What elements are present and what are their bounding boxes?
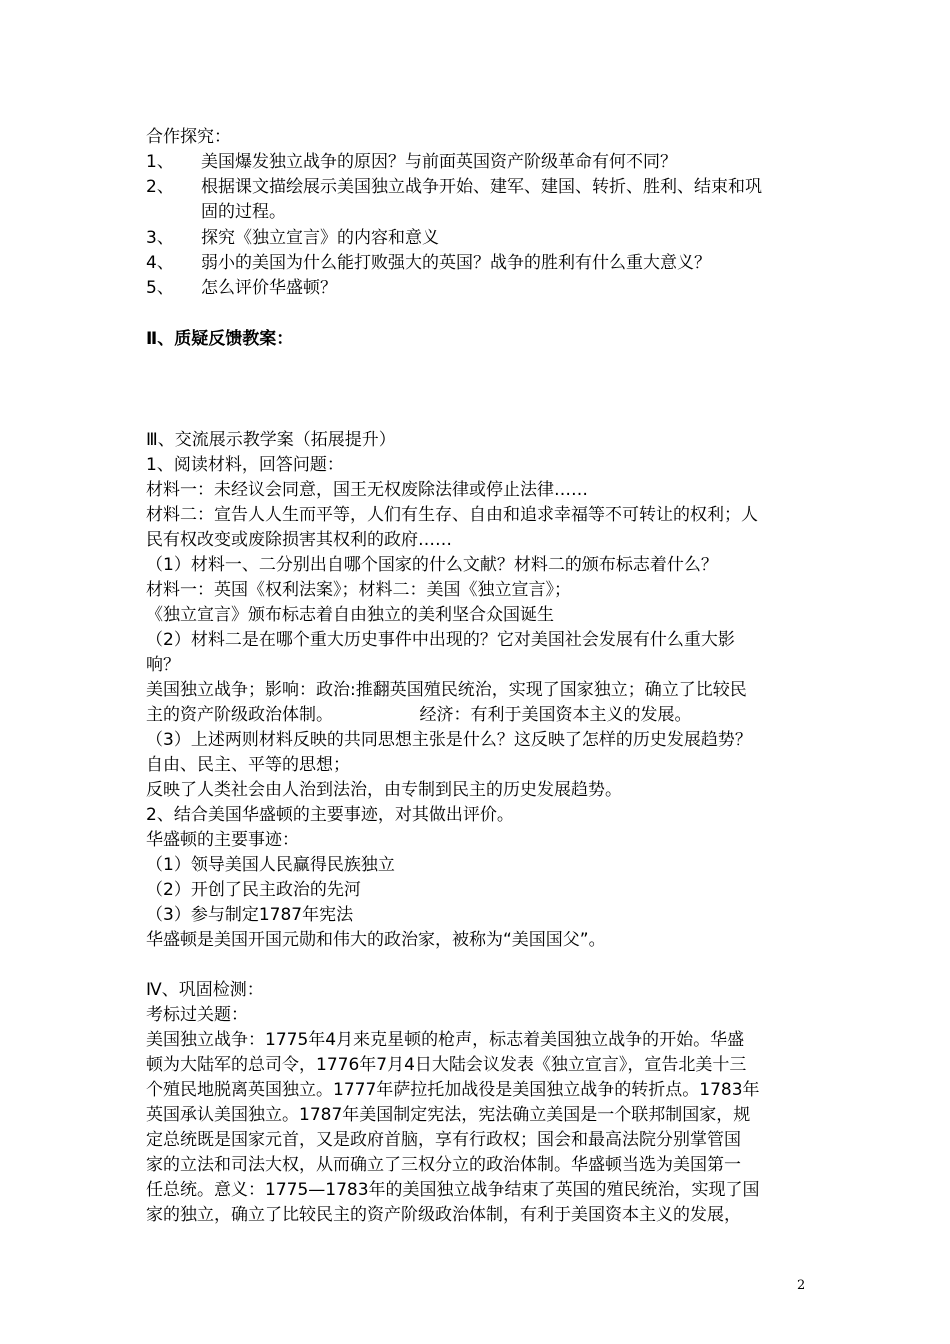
text-line: 任总统。意义：1775—1783年的美国独立战争结束了英国的殖民统治，实现了国 bbox=[146, 1180, 760, 1200]
list-item: 探究《独立宣言》的内容和意义 bbox=[201, 228, 439, 248]
text-line: 材料二：宣告人人生而平等，人们有生存、自由和追求幸福等不可转让的权利；人 bbox=[146, 505, 758, 525]
text-line: （1）领导美国人民赢得民族独立 bbox=[146, 855, 395, 875]
text-line: 家的立法和司法大权，从而确立了三权分立的政治体制。华盛顿当选为美国第一 bbox=[146, 1155, 741, 1175]
text-line: （3）上述两则材料反映的共同思想主张是什么？这反映了怎样的历史发展趋势？ bbox=[146, 730, 752, 750]
list-number: 5、 bbox=[146, 278, 174, 298]
list-item: 怎么评价华盛顿？ bbox=[201, 278, 337, 298]
text-line: 1、阅读材料，回答问题： bbox=[146, 455, 344, 475]
text-line: 美国独立战争；影响：政治:推翻英国殖民统治，实现了国家独立；确立了比较民 bbox=[146, 680, 747, 700]
text-line: 华盛顿的主要事迹： bbox=[146, 830, 299, 850]
text-line: （2）开创了民主政治的先河 bbox=[146, 880, 361, 900]
text-line: 《独立宣言》颁布标志着自由独立的美利坚合众国诞生 bbox=[146, 605, 554, 625]
text-line: 2、结合美国华盛顿的主要事迹，对其做出评价。 bbox=[146, 805, 514, 825]
text-line: 考标过关题： bbox=[146, 1005, 248, 1025]
page-number: 2 bbox=[797, 1278, 806, 1293]
cooperative-heading: 合作探究： bbox=[146, 127, 231, 147]
list-number: 4、 bbox=[146, 253, 174, 273]
text-line: 主的资产阶级政治体制。 经济：有利于美国资本主义的发展。 bbox=[146, 705, 692, 725]
section-heading: Ⅳ、巩固检测： bbox=[146, 980, 264, 1000]
section-heading: Ⅱ、质疑反馈教案： bbox=[146, 329, 294, 349]
text-line: （1）材料一、二分别出自哪个国家的什么文献？材料二的颁布标志着什么？ bbox=[146, 555, 718, 575]
section-heading: Ⅲ、交流展示教学案（拓展提升） bbox=[146, 430, 396, 450]
text-line: 定总统既是国家元首，又是政府首脑，享有行政权；国会和最高法院分别掌管国 bbox=[146, 1130, 741, 1150]
text-line: 响？ bbox=[146, 655, 180, 675]
text-line: （2）材料二是在哪个重大历史事件中出现的？它对美国社会发展有什么重大影 bbox=[146, 630, 735, 650]
list-item: 根据课文描绘展示美国独立战争开始、建军、建国、转折、胜利、结束和巩 bbox=[201, 177, 762, 197]
text-line: 美国独立战争：1775年4月来克星顿的枪声，标志着美国独立战争的开始。华盛 bbox=[146, 1030, 745, 1050]
text-line: 材料一：英国《权利法案》；材料二：美国《独立宣言》； bbox=[146, 580, 571, 600]
text-line: （3）参与制定1787年宪法 bbox=[146, 905, 354, 925]
text-line: 家的独立，确立了比较民主的资产阶级政治体制，有利于美国资本主义的发展， bbox=[146, 1205, 741, 1225]
text-line: 个殖民地脱离英国独立。1777年萨拉托加战役是美国独立战争的转折点。1783年 bbox=[146, 1080, 760, 1100]
list-number: 2、 bbox=[146, 177, 174, 197]
text-line: 材料一：未经议会同意，国王无权废除法律或停止法律…… bbox=[146, 480, 588, 500]
text-line: 民有权改变或废除损害其权利的政府…… bbox=[146, 530, 452, 550]
list-item: 美国爆发独立战争的原因？与前面英国资产阶级革命有何不同？ bbox=[201, 152, 677, 172]
list-number: 1、 bbox=[146, 152, 174, 172]
text-line: 英国承认美国独立。1787年美国制定宪法，宪法确立美国是一个联邦制国家，规 bbox=[146, 1105, 751, 1125]
list-item-continuation: 固的过程。 bbox=[201, 202, 286, 222]
text-line: 华盛顿是美国开国元勋和伟大的政治家，被称为“美国国父”。 bbox=[146, 930, 606, 950]
text-line: 反映了人类社会由人治到法治，由专制到民主的历史发展趋势。 bbox=[146, 780, 622, 800]
text-line: 顿为大陆军的总司令，1776年7月4日大陆会议发表《独立宣言》，宣告北美十三 bbox=[146, 1055, 747, 1075]
text-line: 自由、民主、平等的思想； bbox=[146, 755, 350, 775]
list-number: 3、 bbox=[146, 228, 174, 248]
list-item: 弱小的美国为什么能打败强大的英国？战争的胜利有什么重大意义？ bbox=[201, 253, 711, 273]
